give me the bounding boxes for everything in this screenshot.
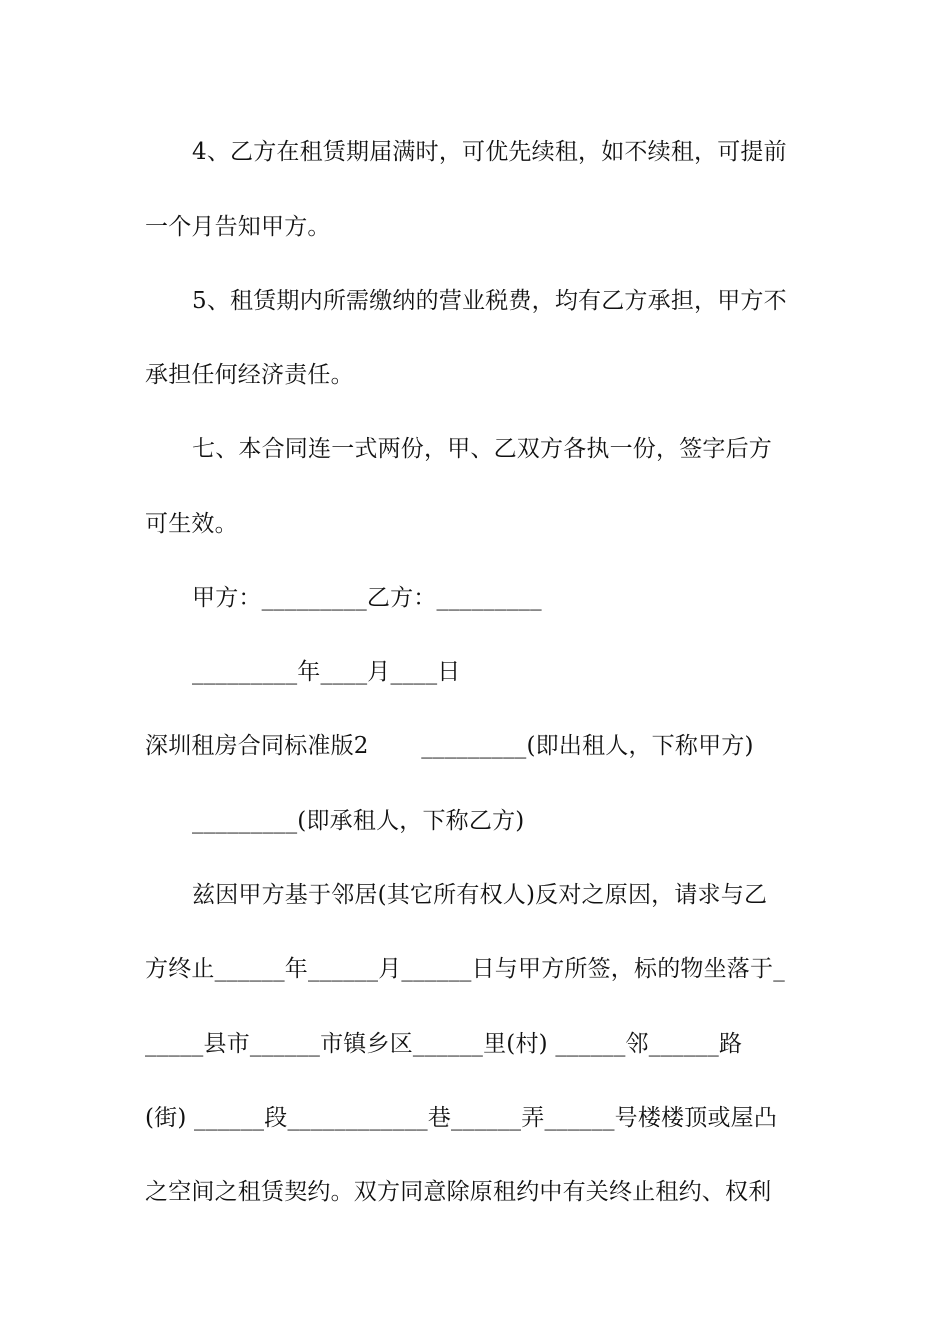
clause-4-line-2: 一个月告知甲方。 [145, 214, 331, 240]
clause-4-line-1: 4、乙方在租赁期届满时，可优先续租，如不续租，可提前 [192, 139, 787, 165]
signature-line: 甲方：_________乙方：_________ [192, 585, 542, 611]
body-line-2: 方终止______年______月______日与甲方所签，标的物坐落于_ [145, 956, 785, 982]
lessee-line: _________(即承租人，下称乙方) [192, 808, 525, 834]
body-line-3: _____县市______市镇乡区______里(村) ______邻______路 [145, 1031, 743, 1057]
contract-title-line: 深圳租房合同标准版2 _________(即出租人，下称甲方) [145, 733, 754, 759]
body-line-5: 之空间之租赁契约。双方同意除原租约中有关终止租约、权利 [145, 1179, 772, 1205]
body-line-1: 兹因甲方基于邻居(其它所有权人)反对之原因，请求与乙 [192, 882, 768, 908]
clause-5-line-1: 5、租赁期内所需缴纳的营业税费，均有乙方承担，甲方不 [192, 288, 787, 314]
body-line-4: (街) ______段____________巷______弄______号楼楼顶或屋凸 [145, 1105, 778, 1131]
date-line: _________年____月____日 [192, 659, 461, 685]
clause-7-line-1: 七、本合同连一式两份，甲、乙双方各执一份，签字后方 [192, 436, 772, 462]
clause-5-line-2: 承担任何经济责任。 [145, 362, 354, 388]
clause-7-line-2: 可生效。 [145, 511, 238, 537]
